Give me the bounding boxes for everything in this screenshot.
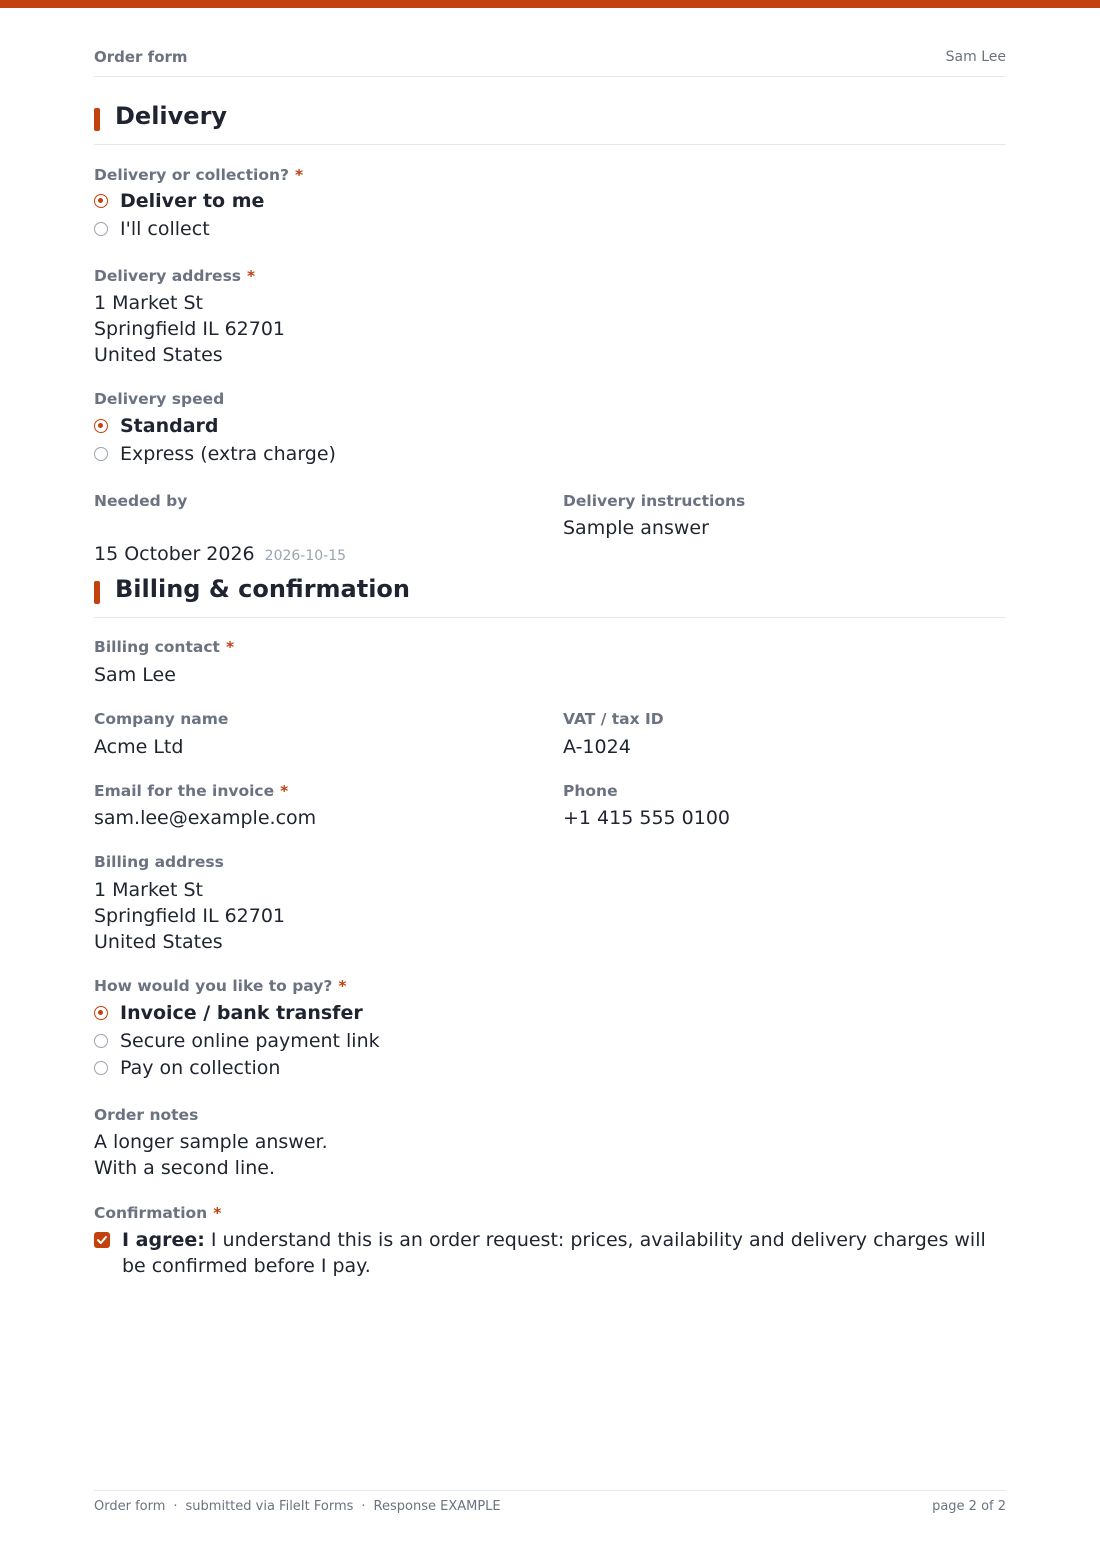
phone-value: +1 415 555 0100 xyxy=(563,807,731,829)
page-number: page 2 of 2 xyxy=(932,1499,1006,1514)
delivery-method-label: Delivery or collection? * xyxy=(94,166,304,184)
delivery-address-label: Delivery address * xyxy=(94,267,256,285)
vat-value: A-1024 xyxy=(563,736,631,758)
form-title: Order form xyxy=(94,48,188,66)
delivery-address-value: 1 Market St Springfield IL 62701 United States xyxy=(94,292,286,366)
order-notes-value: A longer sample answer. With a second line. xyxy=(94,1131,328,1179)
page-header xyxy=(94,48,1006,77)
section-marker xyxy=(94,581,100,604)
section-heading: Billing & confirmation xyxy=(115,575,411,603)
billing-contact-value: Sam Lee xyxy=(94,664,176,686)
radio-empty-icon xyxy=(94,222,108,236)
required-marker: * xyxy=(338,977,347,995)
company-name-value: Acme Ltd xyxy=(94,736,184,758)
order-notes-label: Order notes xyxy=(94,1106,199,1124)
needed-by-value: 15 October 2026 2026-10-15 xyxy=(94,543,347,565)
delivery-instructions-value: Sample answer xyxy=(563,517,709,539)
delivery-instructions-label: Delivery instructions xyxy=(563,492,746,510)
required-marker: * xyxy=(280,782,289,800)
radio-selected-icon xyxy=(94,1006,108,1020)
radio-empty-icon xyxy=(94,1061,108,1075)
required-marker: * xyxy=(225,638,235,656)
radio-empty-icon xyxy=(94,1034,108,1048)
radio-empty-icon xyxy=(94,447,108,461)
accent-top-bar xyxy=(0,0,1100,8)
confirmation-label: Confirmation * xyxy=(94,1204,222,1222)
section-heading: Delivery xyxy=(115,102,228,130)
page-footer xyxy=(94,1490,1006,1521)
needed-by-label: Needed by xyxy=(94,492,188,510)
radio-selected-icon xyxy=(94,194,108,208)
required-marker: * xyxy=(295,166,304,184)
company-name-label: Company name xyxy=(94,710,229,728)
section-marker xyxy=(94,108,100,131)
footer-info: Order form · submitted via FileIt Forms · Response EXAMPLE xyxy=(94,1499,501,1514)
billing-contact-label: Billing contact * xyxy=(94,638,235,656)
delivery-speed-label: Delivery speed xyxy=(94,390,225,408)
required-marker: * xyxy=(213,1204,222,1222)
section-billing xyxy=(94,577,1006,618)
required-marker: * xyxy=(247,267,256,285)
radio-selected-icon xyxy=(94,419,108,433)
billing-address-value: 1 Market St Springfield IL 62701 United States xyxy=(94,879,286,953)
confirmation-text: I agree: I understand this is an order request: prices, availability and delivery charges will be confirmed before I pay. xyxy=(122,1229,986,1277)
invoice-email-label: Email for the invoice * xyxy=(94,782,289,800)
user-name: Sam Lee xyxy=(945,49,1006,65)
checkbox-checked-icon[interactable] xyxy=(94,1232,110,1248)
invoice-email-value: sam.lee@example.com xyxy=(94,807,317,829)
section-delivery xyxy=(94,104,1006,145)
billing-address-label: Billing address xyxy=(94,853,224,871)
needed-by-iso-date: 2026-10-15 xyxy=(264,548,347,564)
phone-label: Phone xyxy=(563,782,618,800)
payment-method-label: How would you like to pay? * xyxy=(94,977,347,995)
vat-label: VAT / tax ID xyxy=(563,710,664,728)
